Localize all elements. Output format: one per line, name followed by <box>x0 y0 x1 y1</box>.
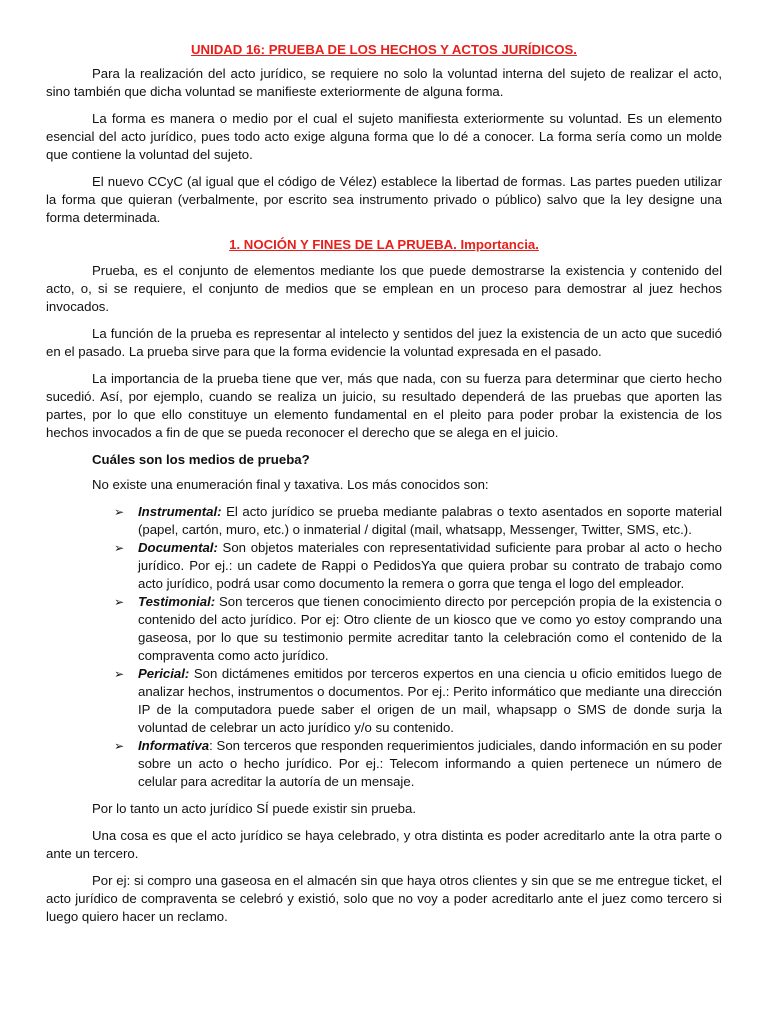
section-title: 1. NOCIÓN Y FINES DE LA PRUEBA. Importancia. <box>229 237 539 252</box>
medio-term: Testimonial: <box>138 594 216 609</box>
section-paragraph-1: Prueba, es el conjunto de elementos mediante los que puede demostrarse la existencia y contenido del acto, o, si se requiere, el conjunto de medios que se emplean en un proceso para demostrar al juez hechos invocados. <box>46 263 722 314</box>
arrow-bullet-icon: ➢ <box>114 595 125 609</box>
intro-paragraph-3: El nuevo CCyC (al igual que el código de Vélez) establece la libertad de formas. Las partes pueden utilizar la forma que quieran (verbalmente, por escrito sea instrumento privado o público) salvo que la ley designe una forma determinada. <box>46 174 722 225</box>
arrow-bullet-icon: ➢ <box>114 505 125 519</box>
intro-paragraph-1: Para la realización del acto jurídico, se requiere no solo la voluntad interna del sujeto de realizar el acto, sino también que dicha voluntad se manifieste exteriormente de alguna forma. <box>46 66 722 99</box>
document-title: UNIDAD 16: PRUEBA DE LOS HECHOS Y ACTOS JURÍDICOS. <box>191 42 577 57</box>
closing-paragraph-1: Por lo tanto un acto jurídico SÍ puede existir sin prueba. <box>92 801 417 816</box>
list-item <box>114 593 722 665</box>
medio-term: Instrumental: <box>138 504 222 519</box>
medio-term: Documental: <box>138 540 218 555</box>
section-paragraph-3: La importancia de la prueba tiene que ver, más que nada, con su fuerza para determinar que cierto hecho sucedió. Así, por ejemplo, cuando se realiza un juicio, su resultado dependerá de las pruebas que aporten las partes, por lo que ello constituye un elemento fundamental en el pleito para poder probar la existencia de los hechos invocados a fin de que se pueda reconocer el derecho que se alega en el juicio. <box>46 371 722 440</box>
closing-paragraph-3: Por ej: si compro una gaseosa en el almacén sin que haya otros clientes y sin que se me entregue ticket, el acto jurídico de compraventa se celebró y existió, solo que no voy a poder acreditarlo ante el juez como tercero si luego quiero hacer un reclamo. <box>46 873 722 924</box>
medio-text: : Son terceros que responden requerimientos judiciales, dando información en su poder sobre un acto o hecho jurídico. Por ej.: Telecom informando a quien pertenece un número de celular para acreditar la autoría de un mensaje. <box>138 738 722 789</box>
medio-term: Informativa <box>138 738 210 753</box>
medio-text: Son objetos materiales con representatividad suficiente para probar al acto o hecho jurídico. Por ej.: un cadete de Rappi o PedidosYa que quiera probar su contrato de trabajo como acto jurídico, podrá usar como documento la remera o gorra que tenga el logo del empleador. <box>138 540 722 591</box>
intro-paragraph-2: La forma es manera o medio por el cual el sujeto manifiesta exteriormente su voluntad. Es un elemento esencial del acto jurídico, pues todo acto exige alguna forma que lo dé a conocer. La forma sería como un molde que contiene la voluntad del sujeto. <box>46 111 722 162</box>
medio-text: Son dictámenes emitidos por terceros expertos en una ciencia u oficio emitidos luego de analizar hechos, instrumentos o documentos. Por ej.: Perito informático que mediante una dirección IP de la computadora puede saber el origen de un mail, whapsapp o SMS de donde surja la voluntad de celebrar un acto jurídico y/o su contenido. <box>138 666 722 735</box>
section-paragraph-2: La función de la prueba es representar al intelecto y sentidos del juez la existencia de un acto que sucedió en el pasado. La prueba sirve para que la forma evidencie la voluntad expresada en el pasado. <box>46 326 722 359</box>
medio-term: Pericial: <box>138 666 190 681</box>
medio-text: El acto jurídico se prueba mediante palabras o texto asentados en soporte material (papel, cartón, muro, etc.) o inmaterial / digital (mail, whatsapp, Messenger, Twitter, SMS, etc.). <box>138 504 722 537</box>
list-intro: No existe una enumeración final y taxativa. Los más conocidos son: <box>92 477 489 492</box>
question-heading: Cuáles son los medios de prueba? <box>92 452 310 467</box>
list-item <box>114 539 722 593</box>
list-item <box>114 737 722 791</box>
arrow-bullet-icon: ➢ <box>114 541 125 555</box>
closing-paragraph-2: Una cosa es que el acto jurídico se haya celebrado, y otra distinta es poder acreditarlo ante la otra parte o ante un tercero. <box>46 828 722 861</box>
medios-list <box>46 503 722 791</box>
list-item <box>114 503 722 539</box>
medio-text: Son terceros que tienen conocimiento directo por percepción propia de la existencia o contenido del acto jurídico. Por ej: Otro cliente de un kiosco que ve como yo estoy comprando una gaseosa, por lo que su testimonio permite acreditar tanto la celebración como el contenido de la compraventa como acto jurídico. <box>138 594 722 663</box>
list-item <box>114 665 722 737</box>
arrow-bullet-icon: ➢ <box>114 739 125 753</box>
arrow-bullet-icon: ➢ <box>114 667 125 681</box>
